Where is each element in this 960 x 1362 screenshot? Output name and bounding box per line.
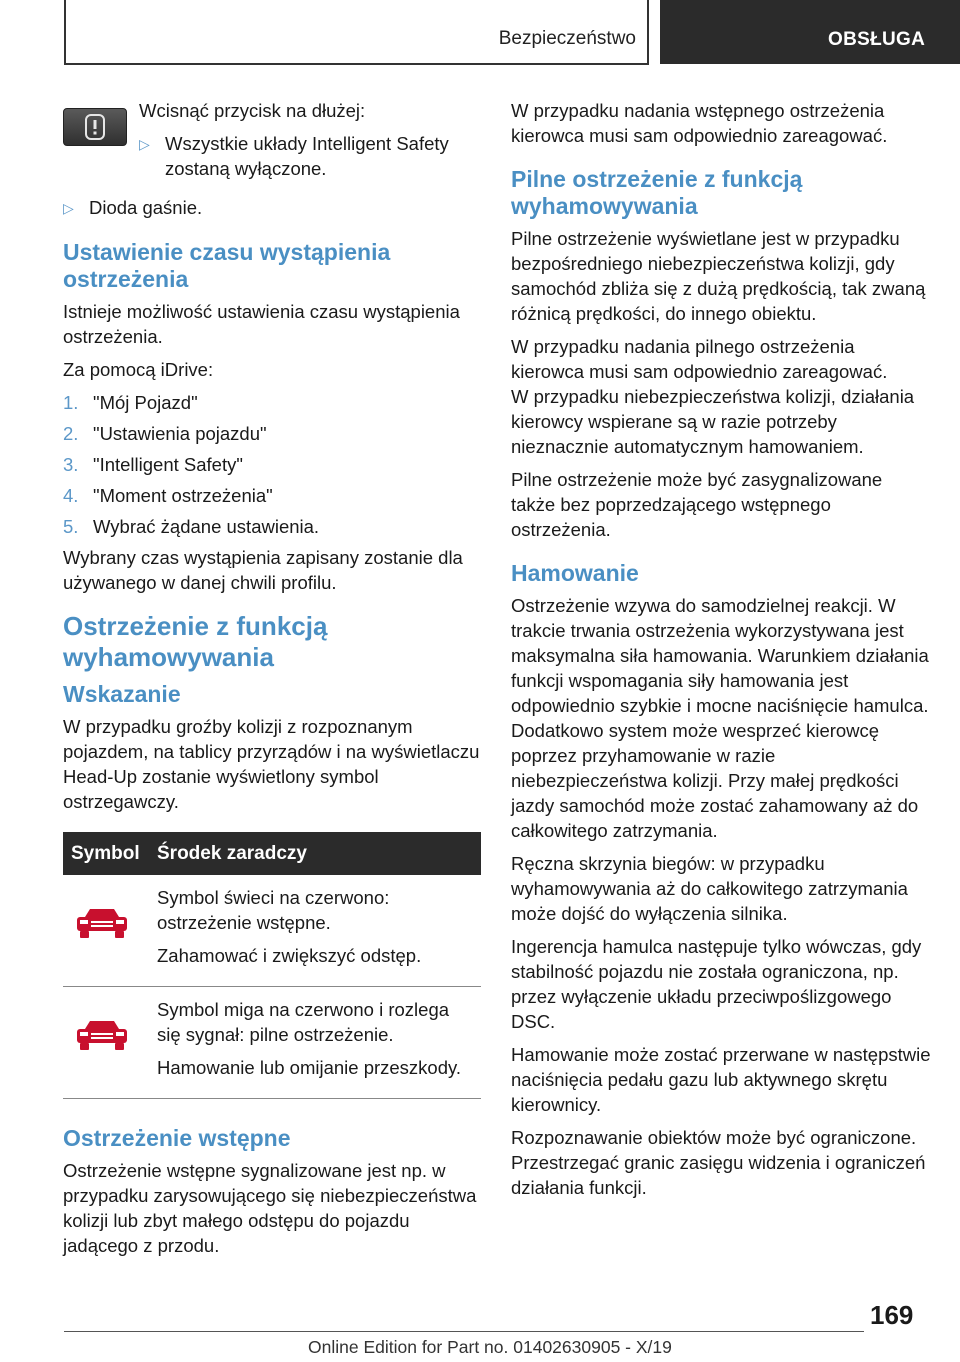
symbol-cell bbox=[63, 875, 149, 987]
paragraph-braking-5: Rozpoznawanie obiektów może być ograniczone. Przestrzegać granic zasięgu widzenia i ograniczeń działania funkcji. bbox=[511, 1127, 926, 1198]
sub-bullet-item bbox=[139, 131, 481, 181]
paragraph-pre-reaction: W przypadku nadania wstępnego ostrzeżenia kierowca musi sam odpowiednio zareagować. bbox=[511, 100, 888, 146]
sub-bullet-text: Wszystkie układy Intelligent Safety zostaną wyłączone. bbox=[165, 133, 449, 179]
table-header-row bbox=[63, 832, 481, 875]
header-rule-left bbox=[64, 0, 66, 64]
header-rule-bottom bbox=[64, 63, 649, 65]
header-chapter-tab: OBSŁUGA bbox=[660, 0, 960, 64]
footer-edition: Online Edition for Part no. 01402630905 - X/19 bbox=[308, 1337, 672, 1357]
paragraph-pre-warning: Ostrzeżenie wstępne sygnalizowane jest np. w przypadku zarysowującego się niebezpieczeństwa kolizji lub zbyt małego odstępu do pojazdu jadącego z przodu. bbox=[63, 1160, 477, 1256]
header-rule-right bbox=[647, 0, 649, 64]
heading-indication: Wskazanie bbox=[63, 681, 181, 707]
car-exclamation-icon bbox=[80, 112, 110, 142]
triangle-bullet-icon: ▷ bbox=[139, 136, 150, 152]
heading-pre-warning: Ostrzeżenie wstępne bbox=[63, 1125, 291, 1151]
remedy-cell: Symbol miga na czerwono i rozlega się sygnał: pilne ostrzeżenie. Hamowanie lub omijanie przeszkody. bbox=[149, 987, 481, 1099]
paragraph-indication: W przypadku groźby kolizji z rozpoznanym pojazdem, na tablicy przyrządów i na wyświetlaczu Head-Up zostanie wyświetlony symbol ostrzegawczy. bbox=[63, 716, 480, 812]
paragraph-timing-2: Za pomocą iDrive: bbox=[63, 359, 214, 380]
footer-rule bbox=[64, 1331, 864, 1332]
paragraph-braking-4: Hamowanie może zostać przerwane w następstwie naciśnięcia pedału gazu lub aktywnego skrętu kierownicy. bbox=[511, 1044, 931, 1115]
step-item: 3. "Intelligent Safety" bbox=[63, 454, 243, 475]
paragraph-timing-3: Wybrany czas wystąpienia zapisany zostanie dla używanego w danej chwili profilu. bbox=[63, 547, 463, 593]
heading-urgent-warning: Pilne ostrzeżenie z funkcją wyhamowywania bbox=[511, 166, 803, 219]
triangle-bullet-icon: ▷ bbox=[63, 200, 74, 216]
intelligent-safety-button-icon bbox=[63, 108, 127, 146]
paragraph-urgent-3: Pilne ostrzeżenie może być zasygnalizowane także bez poprzedzającego wstępnego ostrzeżenia. bbox=[511, 469, 883, 540]
button-instruction-row bbox=[63, 98, 481, 189]
paragraph-urgent-2: W przypadku nadania pilnego ostrzeżenia kierowca musi sam odpowiednio zareagować. W przypadku niebezpieczeństwa kolizji, działania kierowcy wspierane są w razie potrzeby nieznacznie automatycznym hamowaniem. bbox=[511, 336, 915, 457]
header-section-title: Bezpieczeństwo bbox=[498, 28, 636, 49]
button-instruction-text: Wcisnąć przycisk na dłużej: bbox=[139, 100, 366, 121]
idrive-steps-list bbox=[63, 390, 481, 539]
table-header-remedy: Środek zaradczy bbox=[149, 832, 481, 875]
car-warning-icon bbox=[71, 1017, 133, 1053]
paragraph-urgent-1: Pilne ostrzeżenie wyświetlane jest w przypadku bezpośredniego niebezpieczeństwa kolizji, gdy samochód zbliża się z dużą prędkością, tak zwaną różnicą prędkości, do innego obiektu. bbox=[511, 228, 926, 324]
remedy-cell: Symbol świeci na czerwono: ostrzeżenie wstępne. Zahamować i zwiększyć odstęp. bbox=[149, 875, 481, 987]
paragraph-braking-1: Ostrzeżenie wzywa do samodzielnej reakcji. W trakcie trwania ostrzeżenia wykorzystywana jest maksymalna siła hamowania. Warunkiem działania funkcji wspomagania siły hamowania jest odpowiednio szybkie i mocne naciśnięcie hamulca. Dodatkowo system może wesprzeć kierowcę poprzez przyhamowanie w razie niebezpieczeństwa kolizji. Przy małej prędkości jazdy samochód może zostać zahamowany aż do całkowitego zatrzymania. bbox=[511, 595, 929, 841]
step-item: 4. "Moment ostrzeżenia" bbox=[63, 485, 273, 506]
car-warning-icon bbox=[71, 905, 133, 941]
bullet-text: Dioda gaśnie. bbox=[89, 197, 203, 218]
paragraph-braking-3: Ingerencja hamulca następuje tylko wówczas, gdy stabilność pojazdu nie została ograniczona, np. przez wyłączenie układu przeciwpoślizgowego DSC. bbox=[511, 936, 922, 1032]
table-header-symbol: Symbol bbox=[63, 832, 149, 875]
step-item: 1. "Mój Pojazd" bbox=[63, 392, 198, 413]
paragraph-timing-1: Istnieje możliwość ustawienia czasu wystąpienia ostrzeżenia. bbox=[63, 301, 460, 347]
left-column bbox=[63, 98, 481, 1266]
right-column bbox=[511, 98, 931, 1208]
table-row bbox=[63, 875, 481, 987]
heading-braking: Hamowanie bbox=[511, 560, 639, 586]
table-row bbox=[63, 987, 481, 1099]
paragraph-braking-2: Ręczna skrzynia biegów: w przypadku wyhamowywania aż do całkowitego zatrzymania może dojść do wyłączenia silnika. bbox=[511, 853, 908, 924]
step-item: 2. "Ustawienia pojazdu" bbox=[63, 423, 267, 444]
heading-braking-warning: Ostrzeżenie z funkcją wyhamowywania bbox=[63, 611, 328, 672]
step-item: 5. Wybrać żądane ustawienia. bbox=[63, 516, 320, 537]
page-number: 169 bbox=[870, 1300, 914, 1330]
symbol-table bbox=[63, 832, 481, 1099]
symbol-cell bbox=[63, 987, 149, 1099]
heading-warning-timing: Ustawienie czasu wystąpienia ostrzeżenia bbox=[63, 239, 391, 292]
bullet-item bbox=[63, 195, 481, 221]
